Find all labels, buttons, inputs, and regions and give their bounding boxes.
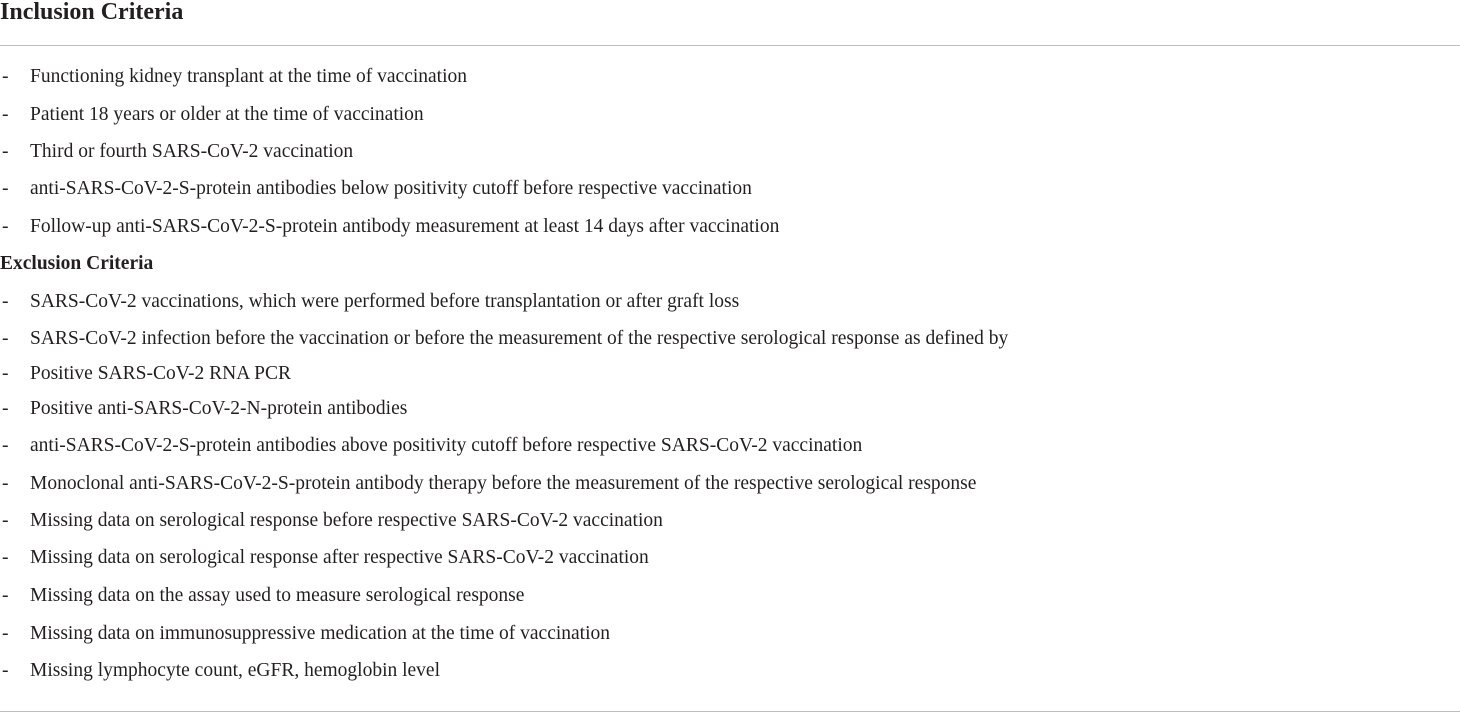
exclusion-item-text: anti-SARS-CoV-2-S-protein antibodies above positivity cutoff before respective SARS-CoV-2 vaccination [30,435,863,456]
inclusion-item-text: Functioning kidney transplant at the time of vaccination [30,66,468,87]
bullet-dash: - [2,141,9,162]
bullet-dash: - [2,328,9,349]
bullet-dash: - [2,547,9,568]
exclusion-item-text: Missing data on serological response after respective SARS-CoV-2 vaccination [30,547,649,568]
exclusion-item-text: Missing lymphocyte count, eGFR, hemoglobin level [30,660,441,681]
bullet-dash: - [2,398,9,419]
bullet-dash: - [2,66,9,87]
bullet-dash: - [2,623,9,644]
header-divider [0,45,1460,46]
bullet-dash: - [2,104,9,125]
bullet-dash: - [2,473,9,494]
exclusion-item-text: SARS-CoV-2 infection before the vaccination or before the measurement of the respective serological response as defined by [30,328,1009,349]
exclusion-item-text: Missing data on the assay used to measure serological response [30,585,525,606]
bullet-dash: - [2,660,9,681]
exclusion-item-text: Missing data on immunosuppressive medication at the time of vaccination [30,623,611,644]
bullet-dash: - [2,363,9,384]
bullet-dash: - [2,435,9,456]
inclusion-item-text: anti-SARS-CoV-2-S-protein antibodies below positivity cutoff before respective vaccination [30,178,752,199]
bullet-dash: - [2,291,9,312]
bullet-dash: - [2,178,9,199]
table-bottom-rule [0,711,1460,712]
inclusion-item-text: Third or fourth SARS-CoV-2 vaccination [30,141,354,162]
exclusion-item-text: Positive SARS-CoV-2 RNA PCR [30,363,291,384]
bullet-dash: - [2,585,9,606]
bullet-dash: - [2,216,9,237]
bullet-dash: - [2,510,9,531]
inclusion-item-text: Patient 18 years or older at the time of vaccination [30,104,424,125]
exclusion-item-text: Missing data on serological response before respective SARS-CoV-2 vaccination [30,510,663,531]
exclusion-item-text: Monoclonal anti-SARS-CoV-2-S-protein antibody therapy before the measurement of the respective serological response [30,473,977,494]
exclusion-criteria-heading: Exclusion Criteria [0,253,154,274]
exclusion-item-text: SARS-CoV-2 vaccinations, which were performed before transplantation or after graft loss [30,291,740,312]
inclusion-item-text: Follow-up anti-SARS-CoV-2-S-protein antibody measurement at least 14 days after vaccination [30,216,780,237]
inclusion-criteria-heading: Inclusion Criteria [0,0,184,25]
exclusion-item-text: Positive anti-SARS-CoV-2-N-protein antibodies [30,398,408,419]
